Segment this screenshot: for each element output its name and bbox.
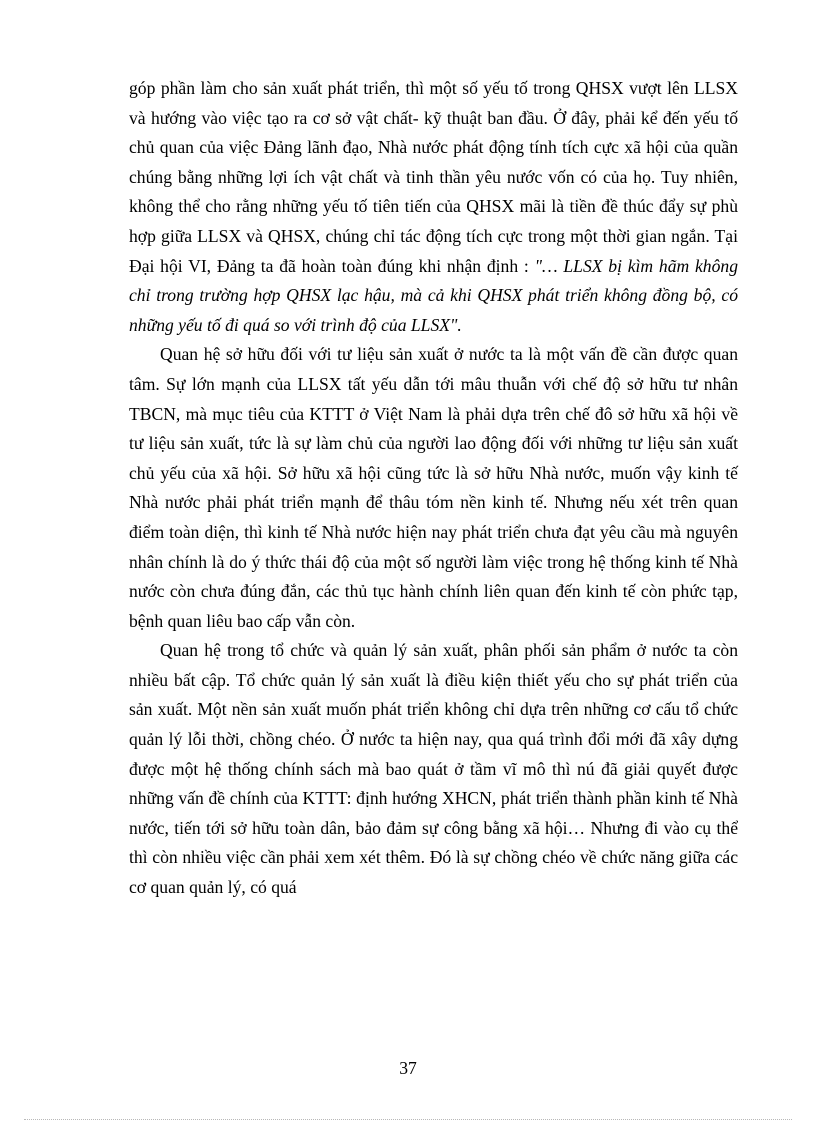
paragraph-3: Quan hệ trong tổ chức và quản lý sản xuất, phân phối sản phẩm ở nước ta còn nhiều bất cập. Tổ chức quản lý sản xuất là điều kiện thiết yếu cho sự phát triển của sản xuất. Một nền sản xuất muốn phát triển không chỉ dựa trên những cơ cấu tổ chức quản lý lỗi thời, chồng chéo. Ở nước ta hiện nay, qua quá trình đổi mới đã xây dựng được một hệ thống chính sách mà bao quát ở tầm vĩ mô thì nú đã giải quyết được những vấn đề chính của KTTT: định hướng XHCN, phát triển thành phần kinh tế Nhà nước, tiến tới sở hữu toàn dân, bảo đảm sự công bằng xã hội… Nhưng đi vào cụ thể thì còn nhiều việc cần phải xem xét thêm. Đó là sự chồng chéo về chức năng giữa các cơ quan quản lý, có quá: [129, 640, 738, 898]
paragraph-1: [129, 74, 738, 340]
body-text: [129, 74, 738, 903]
party-congress-quote: "… LLSX bị kìm hãm không chỉ trong trường hợp QHSX lạc hậu, mà cả khi QHSX phát triển không đồng bộ, có những yếu tố đi quá so với trình độ của LLSX".: [129, 255, 738, 335]
page-number: 37: [399, 1058, 417, 1078]
page-bottom-dotted-rule: [24, 1119, 792, 1120]
paragraph-2: Quan hệ sở hữu đối với tư liệu sản xuất ở nước ta là một vấn đề cần được quan tâm. Sự lớn mạnh của LLSX tất yếu dẫn tới mâu thuẫn với chế độ sở hữu tư nhân TBCN, mà mục tiêu của KTTT ở Việt Nam là phải dựa trên chế đô sở hữu xã hội về tư liệu sản xuất, tức là sự làm chủ của người lao động đối với những tư liệu sản xuất chủ yếu của xã hội. Sở hữu xã hội cũng tức là sở hữu Nhà nước, muốn vậy kinh tế Nhà nước phải phát triển mạnh để thâu tóm nền kinh tế. Nhưng nếu xét trên quan điểm toàn diện, thì kinh tế Nhà nước hiện nay phát triển chưa đạt yêu cầu mà nguyên nhân chính là do ý thức thái độ của một số người làm việc trong hệ thống kinh tế Nhà nước còn chưa đúng đắn, các thủ tục hành chính liên quan đến kinh tế còn phức tạp, bệnh quan liêu bao cấp vẫn còn.: [129, 344, 738, 631]
paragraph-1-text: góp phần làm cho sản xuất phát triển, thì một số yếu tố trong QHSX vượt lên LLSX và hướng vào việc tạo ra cơ sở vật chất- kỹ thuật ban đầu. Ở đây, phải kể đến yếu tố chủ quan của việc Đảng lãnh đạo, Nhà nước phát động tính tích cực xã hội của quần chúng bằng những lợi ích vật chất và tinh thần yêu nước vốn có của họ. Tuy nhiên, không thể cho rằng những yếu tố tiên tiến của QHSX mãi là tiền đề thúc đẩy sự phù hợp giữa LLSX và QHSX, chúng chỉ tác động tích cực trong một thời gian ngắn. Tại Đại hội VI, Đảng ta đã hoàn toàn đúng khi nhận định :: [129, 78, 738, 276]
